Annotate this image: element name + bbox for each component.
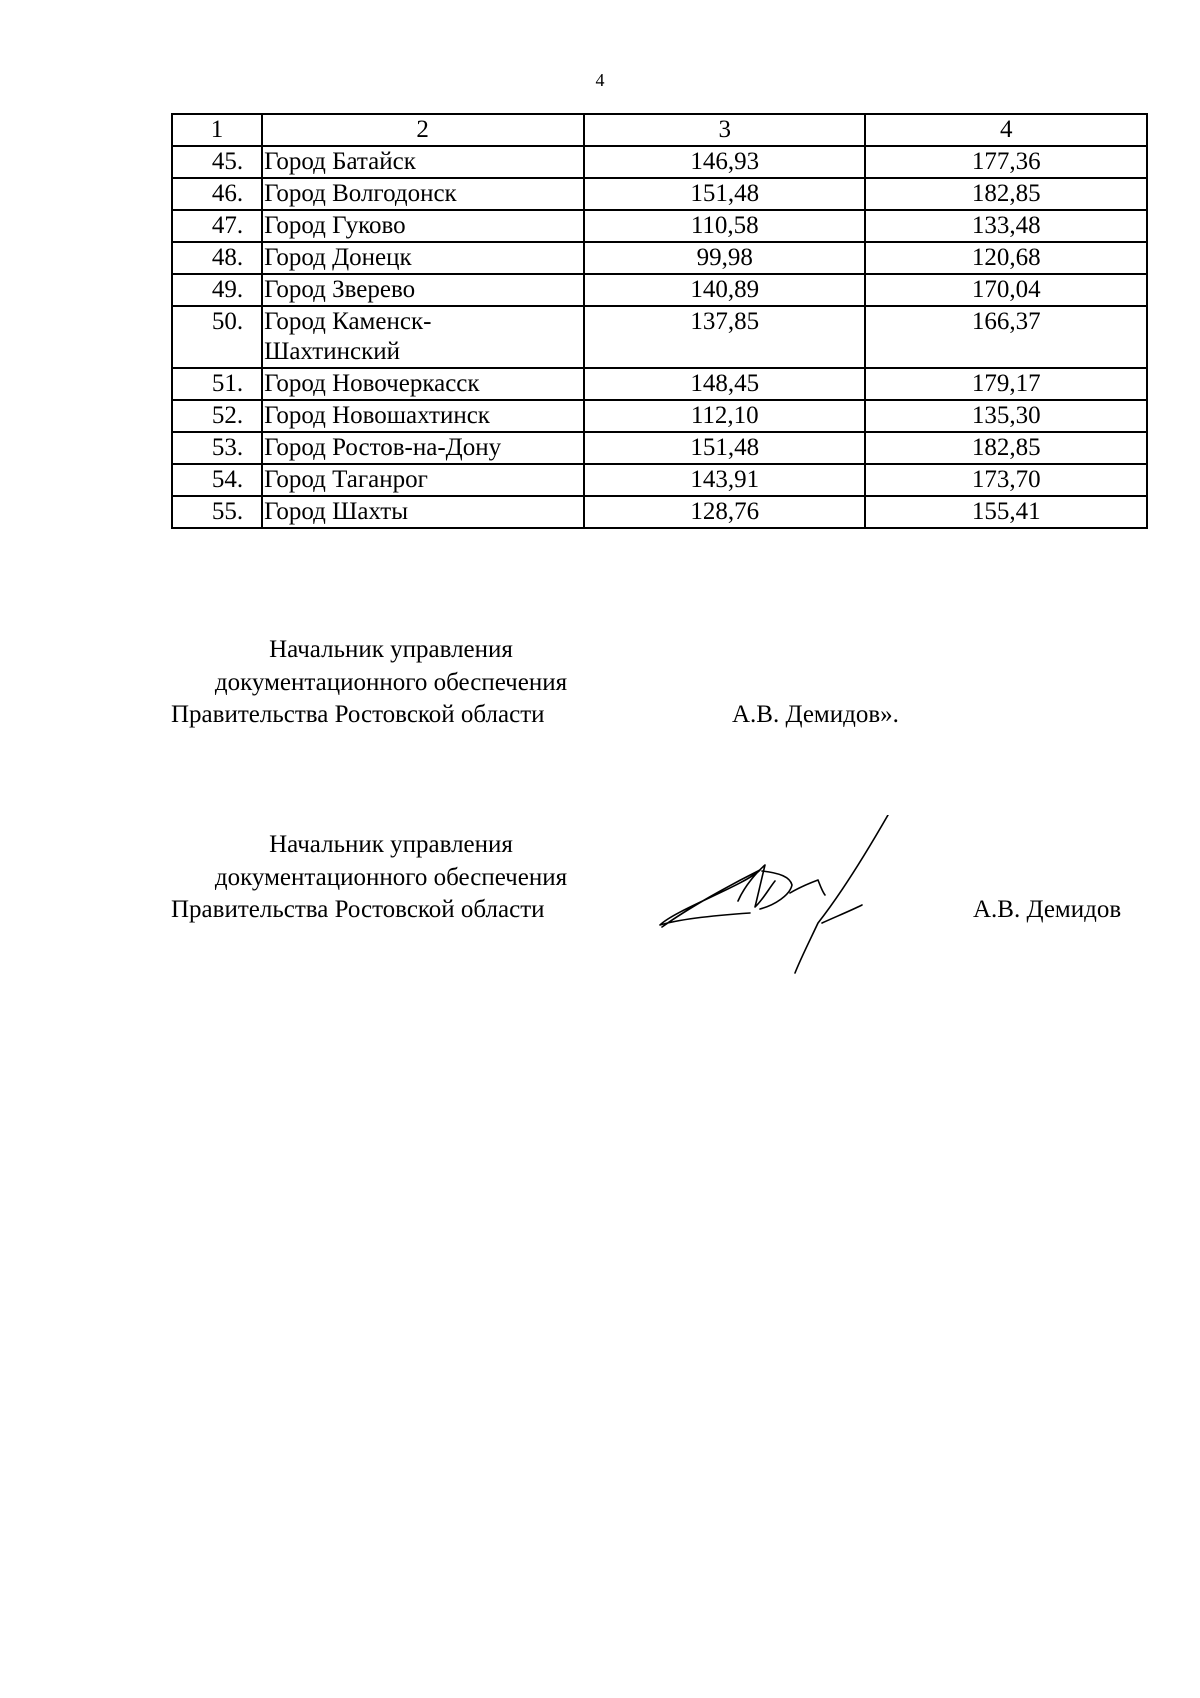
value-col3-cell: 146,93: [584, 146, 865, 178]
table-row: [172, 146, 1147, 178]
value-col3-cell: 140,89: [584, 274, 865, 306]
table-row: [172, 464, 1147, 496]
municipality-name-cell: Город Ростов-на-Дону: [262, 432, 584, 464]
value-col4-cell: 177,36: [865, 146, 1147, 178]
signatory-position-block: [171, 829, 611, 927]
value-col4-cell: 170,04: [865, 274, 1147, 306]
value-col3-cell: 99,98: [584, 242, 865, 274]
handwritten-signature: [650, 815, 950, 975]
table-row: [172, 274, 1147, 306]
signatory-position-line: документационного обеспечения: [214, 863, 568, 891]
signatory-position-line: документационного обеспечения: [214, 668, 568, 696]
value-col3-cell: 143,91: [584, 464, 865, 496]
value-col3-cell: 148,45: [584, 368, 865, 400]
table-row: [172, 306, 1147, 368]
signatory-position-line: Начальник управления: [269, 636, 513, 663]
row-number-cell: 46.: [172, 178, 262, 210]
table-row: [172, 242, 1147, 274]
row-number-cell: 55.: [172, 496, 262, 528]
row-number-cell: 51.: [172, 368, 262, 400]
table-row: [172, 210, 1147, 242]
row-number-cell: 50.: [172, 306, 262, 368]
signatory-name: А.В. Демидов: [973, 896, 1122, 923]
municipality-name-cell: Город Шахты: [262, 496, 584, 528]
value-col4-cell: 179,17: [865, 368, 1147, 400]
value-col4-cell: 166,37: [865, 306, 1147, 368]
table-header-row: [172, 114, 1147, 146]
value-col3-cell: 128,76: [584, 496, 865, 528]
value-col4-cell: 155,41: [865, 496, 1147, 528]
row-number-cell: 48.: [172, 242, 262, 274]
value-col4-cell: 182,85: [865, 178, 1147, 210]
value-col3-cell: 151,48: [584, 432, 865, 464]
row-number-cell: 54.: [172, 464, 262, 496]
signatory-position-line: Правительства Ростовской области: [171, 701, 545, 728]
value-col3-cell: 137,85: [584, 306, 865, 368]
row-number-cell: 45.: [172, 146, 262, 178]
data-table: [171, 113, 1148, 529]
value-col4-cell: 120,68: [865, 242, 1147, 274]
municipality-name-cell: Город Гуково: [262, 210, 584, 242]
table-row: [172, 178, 1147, 210]
municipality-name-cell: Город Зверево: [262, 274, 584, 306]
signatory-position-block: [171, 634, 611, 732]
municipality-name-cell: Город Таганрог: [262, 464, 584, 496]
table-row: [172, 400, 1147, 432]
municipality-name-cell: Город Волгодонск: [262, 178, 584, 210]
municipality-name-cell: Город Новошахтинск: [262, 400, 584, 432]
value-col4-cell: 135,30: [865, 400, 1147, 432]
signatory-name: А.В. Демидов».: [732, 701, 899, 728]
value-col4-cell: 133,48: [865, 210, 1147, 242]
municipality-name-cell: Город Батайск: [262, 146, 584, 178]
value-col4-cell: 173,70: [865, 464, 1147, 496]
page-number: 4: [595, 70, 605, 90]
value-col3-cell: 110,58: [584, 210, 865, 242]
header-cell: 3: [584, 114, 865, 146]
municipality-name-cell: Город Донецк: [262, 242, 584, 274]
municipality-name-cell: Город Каменск- Шахтинский: [262, 306, 584, 368]
row-number-cell: 47.: [172, 210, 262, 242]
header-cell: 2: [262, 114, 584, 146]
row-number-cell: 52.: [172, 400, 262, 432]
table-row: [172, 432, 1147, 464]
signatory-position-line: Правительства Ростовской области: [171, 896, 545, 923]
row-number-cell: 49.: [172, 274, 262, 306]
table-row: [172, 368, 1147, 400]
value-col3-cell: 151,48: [584, 178, 865, 210]
value-col3-cell: 112,10: [584, 400, 865, 432]
municipality-name-cell: Город Новочеркасск: [262, 368, 584, 400]
row-number-cell: 53.: [172, 432, 262, 464]
header-cell: 4: [865, 114, 1147, 146]
table-row: [172, 496, 1147, 528]
value-col4-cell: 182,85: [865, 432, 1147, 464]
signatory-position-line: Начальник управления: [269, 831, 513, 858]
header-cell: 1: [172, 114, 262, 146]
